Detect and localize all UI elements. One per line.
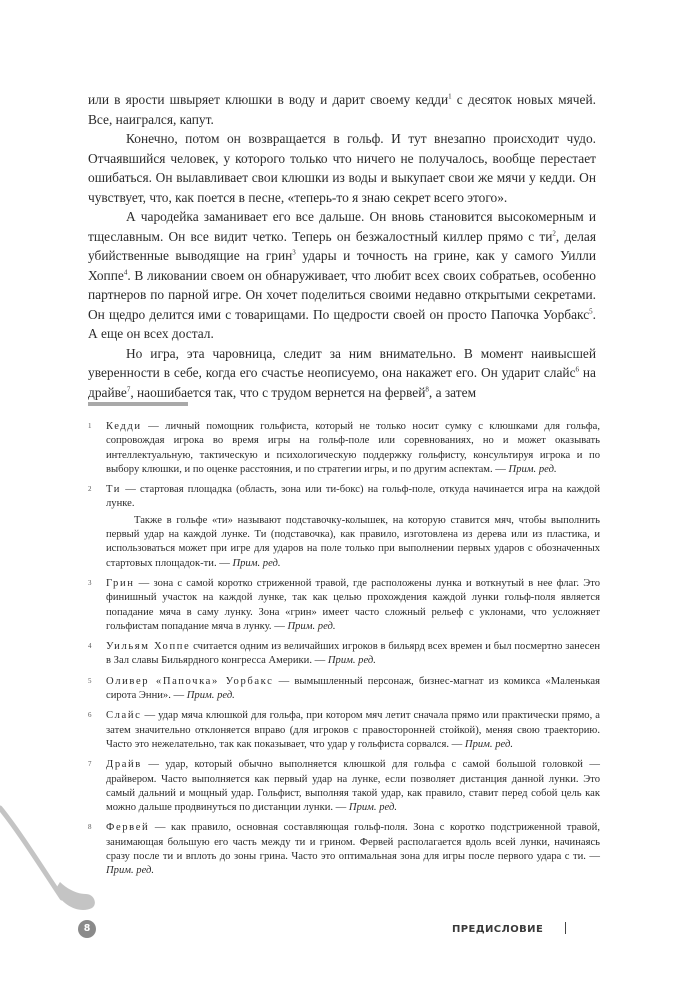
footnote-number: 6 (88, 711, 92, 720)
footnote-ref-8[interactable]: 8 (425, 385, 429, 394)
footnote-2 (88, 483, 600, 571)
footnote-divider (88, 402, 188, 406)
footnote-term: Фервей (106, 822, 150, 834)
footnote-number: 4 (88, 642, 92, 651)
footnote-subparagraph: Также в гольфе «ти» называют подставочку-колышек, на которую ставится мяч, чтобы выполнить первый удар на каждой лунке. Ти (подставочка), как правило, изготовлена из дерева или из пластика, и использоваться может при игре для ударов на поле только при выполнении первых ударов с обозначенных стартовых площадок-ти. — Прим. ред. (106, 514, 600, 569)
footnote-4 (88, 640, 600, 669)
editor-note: Прим. ред. (287, 620, 336, 632)
footnote-text: — удар мяча клюшкой для гольфа, при котором мяч летит сначала прямо или практически прямо, а затем значительно отклоняется вправо (для игроков с правосторонней стойкой), меняя свою траекторию. Часто это нежелательно, так как показывает, что удар у гольфиста сорвался. — (106, 710, 600, 750)
editor-note: Прим. ред. (464, 738, 513, 750)
main-text (88, 90, 596, 402)
editor-note: Прим. ред. (508, 463, 557, 475)
footnote-number: 5 (88, 676, 92, 685)
footnote-7 (88, 758, 600, 815)
paragraph-3: А чародейка заманивает его все дальше. Он вновь становится высокомерным и тщеславным. Он все видит четко. Теперь он безжалостный киллер прямо с $ти^2$, делая убийственные выводящие на грин$^3$ удары и точность на грине, как у самого Уилли Хоппе$^4$. В ликовании своем он обнаруживает, что любит всех своих собратьев, особенно партнеров по парной игре. Он хочет поделиться своими недавно открытыми секретами. Он щедро делится ими с товарищами. По щедрости своей он просто Папочка Уорбакс$^5$. А еще он всех достал. (88, 209, 597, 341)
footnote-5 (88, 675, 600, 704)
page-number-badge: 8 (78, 920, 96, 938)
footnote-1 (88, 420, 600, 477)
editor-note: Прим. ред. (232, 557, 281, 569)
footnote-8 (88, 821, 600, 878)
footnote-text: — удар, который обычно выполняется клюшкой для гольфа с самой большой головкой — драйвером. Часто выполняется как первый удар на лунке, если позволяет дистанция данной лунки. Это самый дальний и мощный удар. Гольфист, выполняя такой удар, как правило, ставит перед собой цель как можно дальше продвинуться по дистанции лунки. — (106, 759, 600, 814)
footnote-ref-4[interactable]: 4 (123, 268, 128, 277)
footnote-number: 8 (88, 823, 92, 832)
golf-club-icon (0, 790, 110, 980)
footer-divider (565, 922, 566, 934)
footnote-number: 2 (88, 485, 92, 494)
footnote-text: — как правило, основная составляющая гольф-поля. Зона с коротко подстриженной травой, занимающая большую его часть между ти и грином. Фервей располагается вдоль всей лунки, начинаясь сразу после ти и вплоть до зоны грина. Часто это оптимальная зона для игры после первого удара с ти. — (106, 822, 600, 863)
footnote-ref-1[interactable]: 1 (448, 92, 452, 101)
footnote-term: Грин (106, 577, 135, 589)
footnote-ref-2[interactable]: 2 (552, 229, 556, 238)
paragraph-1: или в ярости швыряет клюшки в воду и дарит своему кедди$^1$ с десяток новых мячей. Все, наигрался, капут. (88, 92, 596, 127)
editor-note: Прим. ред. (327, 655, 376, 667)
editor-note: Прим. ред. (106, 865, 155, 877)
footnote-6 (88, 709, 600, 752)
footnote-ref-7[interactable]: 7 (126, 385, 131, 394)
footnote-ref-6[interactable]: 6 (575, 365, 580, 374)
footnote-number: 3 (88, 578, 92, 587)
footnotes (88, 420, 600, 885)
paragraph-2: Конечно, потом он возвращается в гольф. И тут внезапно происходит чудо. Отчаявшийся человек, у которого только что ничего не получалось, вообще перестает ошибаться. Он вылавливает свои клюшки из воды и выкупает свои же мячи у кедди. Он чувствует, что, как поется в песне, «теперь-то я знаю секрет всего этого». (88, 131, 596, 205)
footnote-term: Слайс (106, 710, 142, 722)
paragraph-4: Но игра, эта чаровница, следит за ним внимательно. В момент наивысшей уверенности в себе, когда его счастье неописуемо, она накажет его. Он ударит слайс$^6$ на драйве$^7$, наошибается так, что с трудом вернется на фервей$^8$, а затем (88, 345, 596, 400)
footnote-ref-3[interactable]: 3 (292, 248, 296, 257)
footnote-text: — стартовая площадка (область, зона или ти-бокс) на гольф-поле, откуда начинается игра на каждой лунке. (106, 484, 600, 510)
footnote-text: считается одним из величайших игроков в бильярд всех времен и был посмертно занесен в Зал славы Бильярдного конгресса Америки. — (106, 641, 600, 667)
editor-note: Прим. ред. (348, 802, 397, 814)
footnote-3 (88, 577, 600, 634)
footnote-term: Ти (106, 484, 122, 496)
editor-note: Прим. ред. (186, 690, 235, 702)
running-header-section: ПРЕДИСЛОВИЕ (452, 924, 544, 935)
footnote-number: 7 (88, 760, 92, 769)
footnote-term: Кедди (106, 421, 142, 432)
footnote-text: — личный помощник гольфиста, который не только носит сумку с клюшками для гольфа, сопровождая игрока во время игры на гольф-поле или соревнованиях, но и может оказывать интеллектуальную, тактическую и психологическую поддержку гольфисту, консультируя игрока и по выбору клюшки, и по оценке расстояния, и по стратегии игры, и по другим аспектам. — (106, 421, 600, 475)
footnote-number: 1 (88, 422, 92, 430)
footnote-text: — вымышленный персонаж, бизнес-магнат из комикса «Маленькая сирота Энни». — (106, 675, 600, 702)
footnote-text: — зона с самой коротко стриженной травой, где расположены лунка и воткнутый в нее флаг. Это финишный участок на каждой лунке, так как целью прохождения каждой лунки гольф-поля является попадание мяча в саму лунку. Зона «грин» имеет часто сложный рельеф с уклонами, что усложняет гольфистам попадание мяча в лунку. — (106, 577, 600, 632)
footnote-term: Уильям Хоппе (106, 641, 191, 653)
footnote-term: Драйв (106, 759, 142, 771)
footnote-term: Оливер «Папочка» Уорбакс (106, 675, 274, 687)
footnote-ref-5[interactable]: 5 (589, 307, 593, 316)
